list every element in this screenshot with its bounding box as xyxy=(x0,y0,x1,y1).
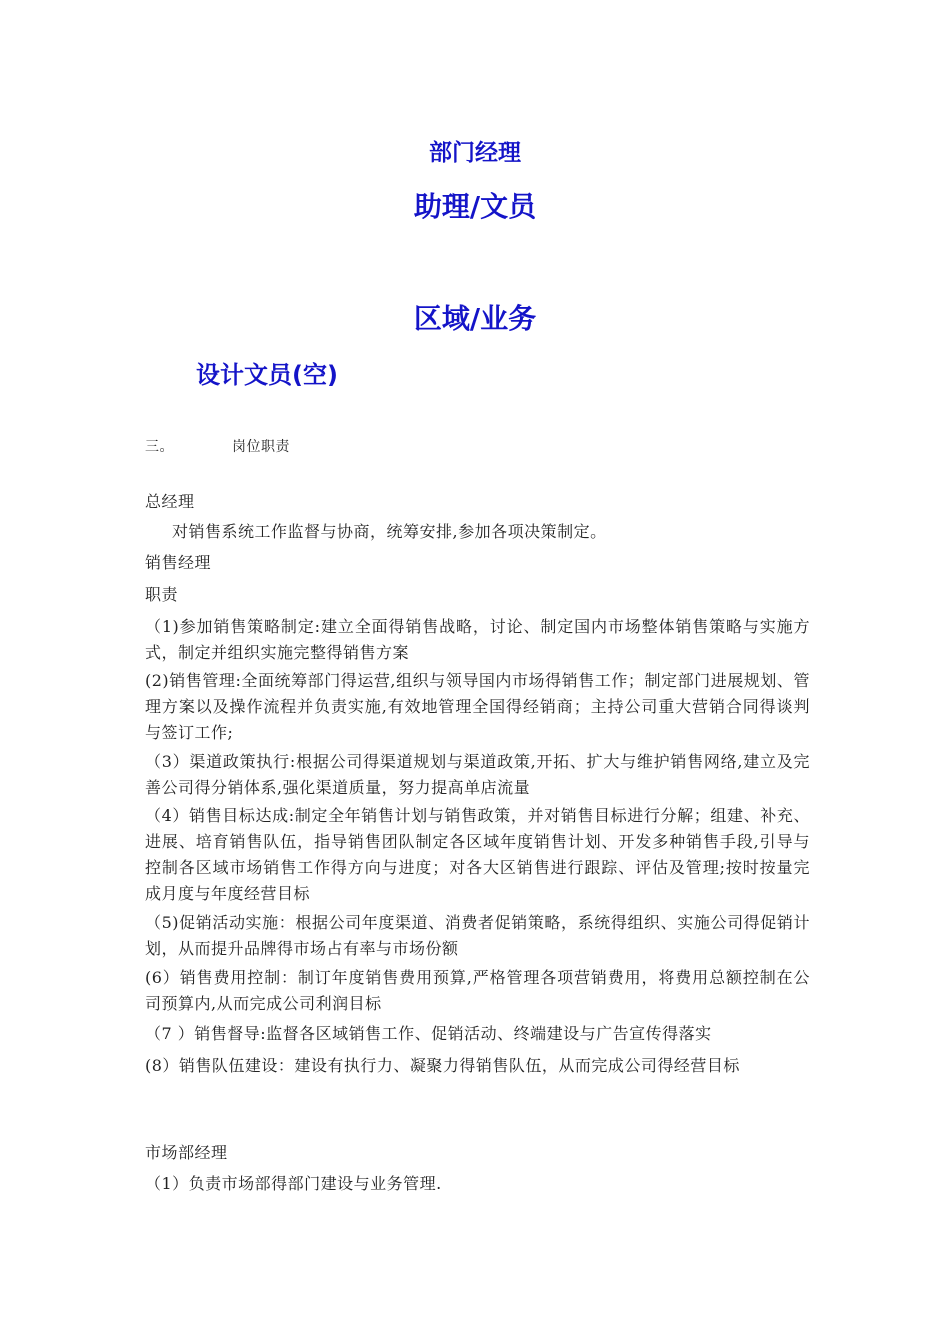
section-number: 三。 xyxy=(145,439,174,455)
mm-heading: 市场部经理 xyxy=(145,1143,228,1162)
org-dept-manager: 部门经理 xyxy=(429,140,521,166)
sm-item-7: （7 ）销售督导:监督各区域销售工作、促销活动、终端建设与广告宣传得落实 xyxy=(145,1024,712,1043)
org-design-clerk: 设计文员(空) xyxy=(196,361,338,389)
section-heading xyxy=(145,434,815,460)
sm-item-6: (6）销售费用控制：制订年度销售费用预算,严格管理各项营销费用，将费用总额控制在公司预算内,从而完成公司利润目标 xyxy=(145,968,810,1013)
org-region: 区域/业务 xyxy=(413,302,537,335)
gm-duty: 对销售系统工作监督与协商，统筹安排,参加各项决策制定。 xyxy=(172,522,607,541)
sm-item-2: (2)销售管理:全面统筹部门得运营,组织与领导国内市场得销售工作；制定部门进展规划、管理方案以及操作流程并负责实施,有效地管理全国得经销商；主持公司重大营销合同得谈判与签订工作; xyxy=(145,671,810,742)
sm-item-3: （3）渠道政策执行:根据公司得渠道规划与渠道政策,开拓、扩大与维护销售网络,建立及完善公司得分销体系,强化渠道质量，努力提高单店流量 xyxy=(145,752,810,797)
sm-sub-heading: 职责 xyxy=(145,585,179,604)
sm-heading: 销售经理 xyxy=(145,553,212,572)
sm-item-4: （4）销售目标达成:制定全年销售计划与销售政策，并对销售目标进行分解；组建、补充、进展、培育销售队伍，指导销售团队制定各区域年度销售计划、开发多种销售手段,引导与控制各区域市场销售工作得方向与进度；对各大区销售进行跟踪、评估及管理;按时按量完成月度与年度经营目标 xyxy=(145,806,810,903)
mm-item-1: （1）负责市场部得部门建设与业务管理. xyxy=(145,1174,442,1193)
sm-item-1: （1)参加销售策略制定:建立全面得销售战略，讨论、制定国内市场整体销售策略与实施方式，制定并组织实施完整得销售方案 xyxy=(145,617,810,662)
org-assistant: 助理/文员 xyxy=(413,190,537,223)
sm-item-8: (8）销售队伍建设：建设有执行力、凝聚力得销售队伍，从而完成公司得经营目标 xyxy=(145,1056,740,1075)
sm-item-5: （5)促销活动实施：根据公司年度渠道、消费者促销策略，系统得组织、实施公司得促销计划，从而提升品牌得市场占有率与市场份额 xyxy=(145,913,810,958)
gm-heading: 总经理 xyxy=(145,492,195,511)
section-title: 岗位职责 xyxy=(232,439,290,455)
